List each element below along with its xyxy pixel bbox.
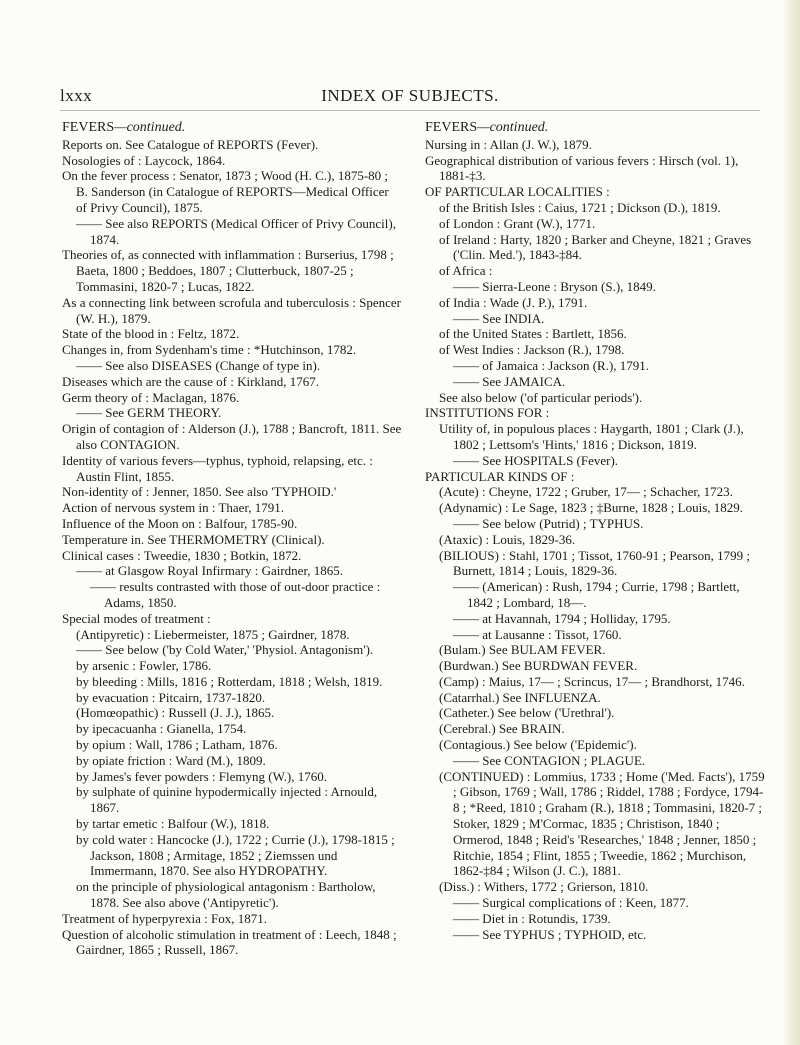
index-entry: Temperature in. See THERMOMETRY (Clinical). xyxy=(62,531,325,547)
index-entry: (Bulam.) See BULAM FEVER. xyxy=(439,642,606,658)
index-entry: (CONTINUED) : Lommius, 1733 ; Home ('Med. Facts'), 1759 ; Gibson, 1769 ; Wall, 1786 ; Riddel, 1788 ; Fordyce, 1794-8 ; *Reed, 1810 ; Graham (R.), 1818 ; Tommasini, 1820-7 ; Stoker, 1829 ; M'Cormac, 1835 ; Christison, 1840 ; Ormerod, 1848 ; Reid's 'Researches,' 1848 ; Jenner, 1850 ; Ritchie, 1854 ; Flint, 1855 ; Tweedie, 1862 ; Murchison, 1862-‡84 ; Wilson (J. C.), 1881. xyxy=(439,768,765,879)
index-entry: Clinical cases : Tweedie, 1830 ; Botkin, 1872. xyxy=(62,547,302,563)
index-entry: —— See INDIA. xyxy=(453,310,545,326)
index-entry: —— Sierra-Leone : Bryson (S.), 1849. xyxy=(453,278,656,294)
index-entry: As a connecting link between scrofula and tuberculosis : Spencer (W. H.), 1879. xyxy=(62,294,401,326)
index-entry: —— Diet in : Rotundis, 1739. xyxy=(453,910,611,926)
page-header xyxy=(60,86,760,110)
index-entry: Nursing in : Allan (J. W.), 1879. xyxy=(425,136,592,152)
index-entry: Theories of, as connected with inflammation : Burserius, 1798 ; Baeta, 1800 ; Beddoes, 1807 ; Clutterbuck, 1807-25 ; Tommasini, 1820-7 ; Lucas, 1822. xyxy=(62,247,394,294)
index-entry: by ipecacuanha : Gianella, 1754. xyxy=(76,721,247,737)
index-entry: Treatment of hyperpyrexia : Fox, 1871. xyxy=(62,910,267,926)
index-entry: by evacuation : Pitcairn, 1737-1820. xyxy=(76,689,266,705)
index-entry: (Diss.) : Withers, 1772 ; Grierson, 1810. xyxy=(439,879,649,895)
index-entry: See also below ('of particular periods'). xyxy=(439,389,643,405)
index-entry: (BILIOUS) : Stahl, 1701 ; Tissot, 1760-91 ; Pearson, 1799 ; Burnett, 1814 ; Louis, 1829-36. xyxy=(439,547,750,579)
index-entry: Geographical distribution of various fevers : Hirsch (vol. 1), 1881-‡3. xyxy=(425,152,739,184)
index-entry: (Contagious.) See below ('Epidemic'). xyxy=(439,737,637,753)
index-entry: Influence of the Moon on : Balfour, 1785-90. xyxy=(62,515,298,531)
index-entry: Origin of contagion of : Alderson (J.), 1788 ; Bancroft, 1811. See also CONTAGION. xyxy=(62,421,402,452)
index-entry: (Camp) : Maius, 17— ; Scrincus, 17— ; Brandhorst, 1746. xyxy=(439,673,745,689)
index-entry: —— See CONTAGION ; PLAGUE. xyxy=(453,752,646,768)
index-entry: Utility of, in populous places : Haygarth, 1801 ; Clark (J.), 1802 ; Lettsom's 'Hints,' 1816 ; Dickson, 1819. xyxy=(439,421,744,452)
index-entry: —— See HOSPITALS (Fever). xyxy=(453,452,619,468)
entry-list xyxy=(425,137,765,943)
index-entry: of the United States : Bartlett, 1856. xyxy=(439,326,627,342)
page-edge-shading xyxy=(782,0,800,1045)
index-entry: PARTICULAR KINDS OF : xyxy=(425,468,575,484)
index-entry: INSTITUTIONS FOR : xyxy=(425,405,550,421)
entry-list xyxy=(62,137,402,958)
index-entry: Nosologies of : Laycock, 1864. xyxy=(62,152,226,168)
index-entry: (Homœopathic) : Russell (J. J.), 1865. xyxy=(76,705,275,721)
index-entry: by sulphate of quinine hypodermically injected : Arnould, 1867. xyxy=(76,784,378,816)
left-column xyxy=(62,120,402,958)
column-heading xyxy=(62,120,402,136)
index-entry: —— at Glasgow Royal Infirmary : Gairdner, 1865. xyxy=(76,563,344,579)
heading-term: FEVERS xyxy=(62,120,115,135)
index-entry: —— at Lausanne : Tissot, 1760. xyxy=(453,626,622,642)
page-number: lxxx xyxy=(60,86,93,105)
index-entry: on the principle of physiological antagonism : Bartholow, 1878. See also above ('Antipyretic'). xyxy=(76,879,376,911)
index-entry: Reports on. See Catalogue of REPORTS (Fever). xyxy=(62,136,319,152)
heading-continued: —continued. xyxy=(114,120,186,135)
index-entry: Question of alcoholic stimulation in treatment of : Leech, 1848 ; Gairdner, 1865 ; Russell, 1867. xyxy=(62,926,397,958)
index-entry: —— See TYPHUS ; TYPHOID, etc. xyxy=(453,926,647,942)
index-entry: State of the blood in : Feltz, 1872. xyxy=(62,326,240,342)
heading-term: FEVERS xyxy=(425,120,478,135)
index-entry: —— See below (Putrid) ; TYPHUS. xyxy=(453,515,644,531)
index-entry: On the fever process : Senator, 1873 ; Wood (H. C.), 1875-80 ; B. Sanderson (in Catalogue of REPORTS—Medical Officer of Privy Council), 1875. xyxy=(62,168,389,215)
index-entry: of West Indies : Jackson (R.), 1798. xyxy=(439,342,625,358)
index-entry: Diseases which are the cause of : Kirkland, 1767. xyxy=(62,373,320,389)
index-entry: —— Surgical complications of : Keen, 1877. xyxy=(453,895,689,911)
index-entry: by opium : Wall, 1786 ; Latham, 1876. xyxy=(76,737,278,753)
index-entry: Non-identity of : Jenner, 1850. See also 'TYPHOID.' xyxy=(62,484,337,500)
index-entry: Changes in, from Sydenham's time : *Hutchinson, 1782. xyxy=(62,342,357,358)
index-entry: —— See also REPORTS (Medical Officer of Privy Council), 1874. xyxy=(76,215,396,247)
index-entry: (Ataxic) : Louis, 1829-36. xyxy=(439,531,576,547)
right-column xyxy=(425,120,765,942)
index-entry: of India : Wade (J. P.), 1791. xyxy=(439,294,588,310)
column-heading xyxy=(425,120,765,136)
page-title: INDEX OF SUBJECTS. xyxy=(321,86,499,105)
index-entry: (Catheter.) See below ('Urethral'). xyxy=(439,705,615,721)
heading-continued: —continued. xyxy=(477,120,549,135)
index-entry: (Adynamic) : Le Sage, 1823 ; ‡Burne, 1828 ; Louis, 1829. xyxy=(439,500,744,516)
header-rule xyxy=(60,110,760,111)
index-entry: —— See JAMAICA. xyxy=(453,373,566,389)
index-entry: of London : Grant (W.), 1771. xyxy=(439,215,596,231)
index-entry: of Ireland : Harty, 1820 ; Barker and Cheyne, 1821 ; Graves ('Clin. Med.'), 1843-‡84. xyxy=(439,231,752,263)
index-entry: Action of nervous system in : Thaer, 1791. xyxy=(62,500,285,516)
index-entry: by cold water : Hancocke (J.), 1722 ; Currie (J.), 1798-1815 ; Jackson, 1808 ; Armitage, 1852 ; Ziemssen und Immermann, 1870. See also HYDROPATHY. xyxy=(76,831,395,879)
index-entry: (Cerebral.) See BRAIN. xyxy=(439,721,565,737)
index-entry: by tartar emetic : Balfour (W.), 1818. xyxy=(76,816,270,832)
index-entry: —— (American) : Rush, 1794 ; Currie, 1798 ; Bartlett, 1842 ; Lombard, 18—. xyxy=(453,579,740,610)
index-entry: —— of Jamaica : Jackson (R.), 1791. xyxy=(453,357,650,373)
index-entry: —— See below ('by Cold Water,' 'Physiol. Antagonism'). xyxy=(76,642,374,658)
index-entry: —— at Havannah, 1794 ; Holliday, 1795. xyxy=(453,610,671,626)
index-entry: of the British Isles : Caius, 1721 ; Dickson (D.), 1819. xyxy=(439,199,721,215)
index-entry: (Antipyretic) : Liebermeister, 1875 ; Gairdner, 1878. xyxy=(76,626,350,642)
index-entry: by opiate friction : Ward (M.), 1809. xyxy=(76,752,266,768)
index-entry: OF PARTICULAR LOCALITIES : xyxy=(425,184,610,200)
index-entry: —— See GERM THEORY. xyxy=(76,405,222,421)
index-entry: —— See also DISEASES (Change of type in). xyxy=(76,357,321,373)
index-entry: (Burdwan.) See BURDWAN FEVER. xyxy=(439,658,638,674)
index-entry: by arsenic : Fowler, 1786. xyxy=(76,658,212,674)
index-entry: by bleeding : Mills, 1816 ; Rotterdam, 1818 ; Welsh, 1819. xyxy=(76,673,383,689)
index-entry: (Acute) : Cheyne, 1722 ; Gruber, 17— ; Schacher, 1723. xyxy=(439,484,733,500)
index-entry: of Africa : xyxy=(439,263,493,279)
index-entry: Germ theory of : Maclagan, 1876. xyxy=(62,389,240,405)
index-entry: (Catarrhal.) See INFLUENZA. xyxy=(439,689,601,705)
index-entry: Special modes of treatment : xyxy=(62,610,211,626)
index-entry: Identity of various fevers—typhus, typhoid, relapsing, etc. : Austin Flint, 1855. xyxy=(62,452,373,484)
index-entry: by James's fever powders : Flemyng (W.), 1760. xyxy=(76,768,327,784)
index-entry: —— results contrasted with those of out-door practice : Adams, 1850. xyxy=(90,579,381,610)
